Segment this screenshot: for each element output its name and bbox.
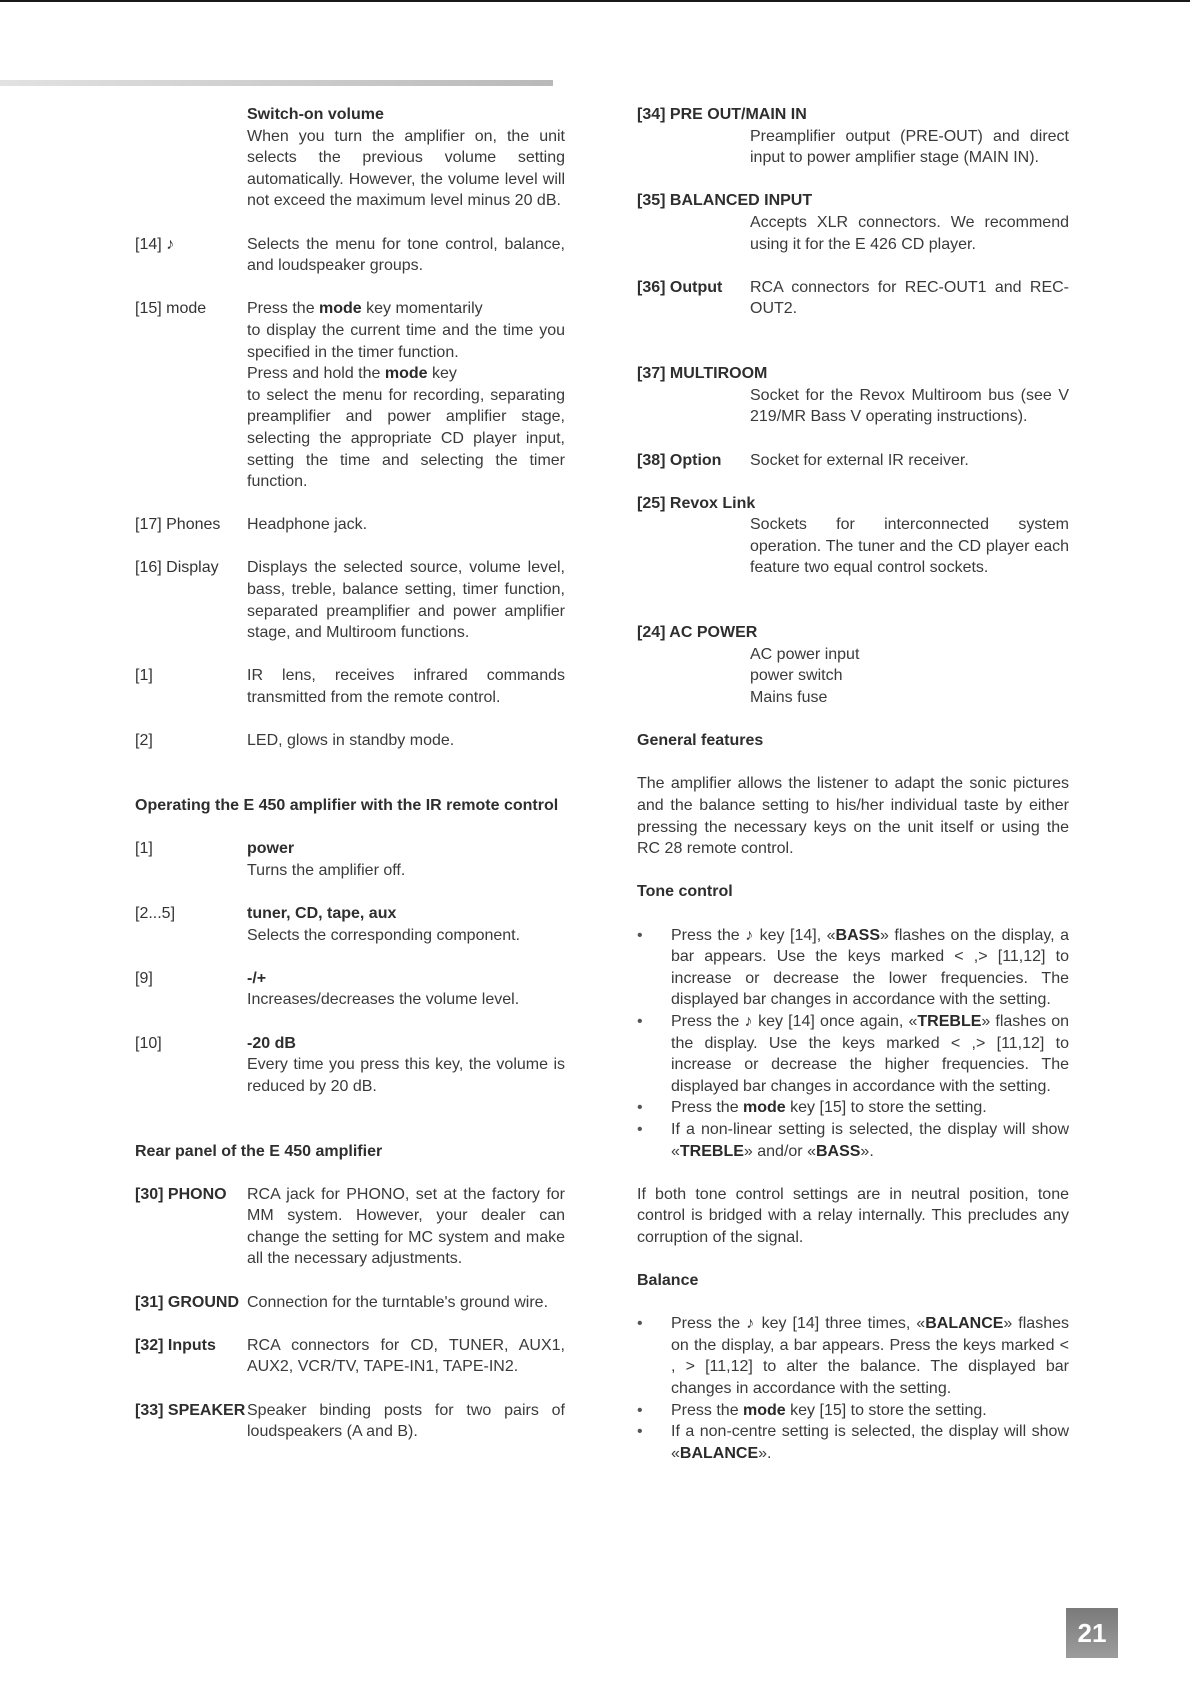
rear-entry-37-desc: Socket for the Revox Multiroom bus (see V 219/MR Bass V operating instructions). [750, 386, 1069, 426]
entry-15-line4: to select the menu for recording, separating preamplifier and power amplifier stage, selecting the appropriate CD player input, setting the time and selecting the timer function. [247, 386, 565, 491]
tone-control-heading: Tone control [637, 883, 733, 901]
entry-1 [135, 665, 565, 708]
rear-entry-24-line2: power switch [750, 667, 843, 685]
entry-2 [135, 730, 565, 752]
rear-entry-34-desc: Preamplifier output (PRE-OUT) and direct input to power amplifier stage (MAIN IN). [750, 127, 1069, 167]
rear-entry-33-label: [33] SPEAKER [135, 1401, 246, 1419]
remote-entry-9-title: -/+ [247, 969, 267, 987]
balance-list [637, 1313, 1069, 1464]
rear-entry-30 [135, 1184, 565, 1270]
rear-entry-35-label: [35] BALANCED INPUT [637, 192, 813, 210]
entry-16-label: [16] Display [135, 559, 219, 577]
entry-16-desc: Displays the selected source, volume level, bass, treble, balance setting, timer function, separated preamplifier and power amplifier stage, and Multiroom functions. [247, 559, 565, 642]
general-features-text: The amplifier allows the listener to adapt the sonic pictures and the balance setting to his/her individual taste by either pressing the necessary keys on the unit itself or using the RC 28 remote control. [637, 775, 1069, 858]
remote-entry-10-desc: Every time you press this key, the volume is reduced by 20 dB. [247, 1056, 565, 1095]
rear-entry-37-label: [37] MULTIROOM [637, 365, 768, 383]
list-item: • Press the mode key [15] to store the setting. [637, 1097, 1069, 1119]
rear-entry-33 [135, 1400, 565, 1443]
rear-entry-31-label: [31] GROUND [135, 1293, 240, 1311]
remote-entry-1-label: [1] [135, 840, 153, 858]
rear-entry-38 [637, 450, 1069, 472]
remote-entry-2-5 [135, 903, 565, 946]
list-item: • If a non-linear setting is selected, the display will show «TREBLE» and/or «BASS». [637, 1119, 1069, 1162]
rear-entry-33-desc: Speaker binding posts for two pairs of loudspeakers (A and B). [247, 1401, 565, 1441]
entry-14-label: [14] [135, 235, 162, 253]
mode-key: mode [384, 365, 428, 383]
header-rule [0, 80, 553, 86]
entry-15-line3: Press and hold the mode key [247, 365, 457, 383]
rear-entry-24-label: [24] AC POWER [637, 624, 758, 642]
rear-entry-38-desc: Socket for external IR receiver. [750, 451, 969, 469]
rear-entry-30-desc: RCA jack for PHONO, set at the factory for MM system. However, your dealer can change the setting for MC system and make all the necessary adjustments. [247, 1185, 565, 1268]
entry-15-line2: to display the current time and the time you specified in the timer function. [247, 321, 565, 361]
entry-14 [135, 234, 565, 277]
entry-2-desc: LED, glows in standby mode. [247, 732, 455, 750]
page-number: 21 [1066, 1608, 1118, 1658]
rear-entry-32-desc: RCA connectors for CD, TUNER, AUX1, AUX2, VCR/TV, TAPE-IN1, TAPE-IN2. [247, 1336, 565, 1376]
top-edge-line [0, 0, 1190, 2]
list-item: • Press the mode key [15] to store the setting. [637, 1400, 1069, 1422]
list-item: • If a non-centre setting is selected, the display will show «BALANCE». [637, 1421, 1069, 1464]
remote-entry-2-5-title: tuner, CD, tape, aux [247, 904, 397, 922]
left-column [135, 104, 565, 1443]
note-icon: ♪ [746, 1315, 756, 1333]
list-item: • Press the ♪ key [14], «BASS» flashes on the display, a bar appears. Use the keys marked < ,> [11,12] to increase or decrease the lower frequencies. The displayed bar changes in accordance with the setting. [637, 925, 1069, 1011]
entry-15 [135, 298, 565, 492]
rear-entry-34-label: [34] PRE OUT/MAIN IN [637, 106, 807, 123]
list-item: • Press the ♪ key [14] three times, «BALANCE» flashes on the display, a bar appears. Press the keys marked < , > [11,12] to alter the balance. The displayed bar changes in accordance with the setting. [637, 1313, 1069, 1399]
remote-entry-9-desc: Increases/decreases the volume level. [247, 991, 520, 1009]
list-item: • Press the ♪ key [14] once again, «TREBLE» flashes on the display. Use the keys marked < ,> [11,12] to increase or decrease the higher frequencies. The displayed bar changes in accordance with the setting. [637, 1011, 1069, 1097]
rear-entry-25-desc: Sockets for interconnected system operation. The tuner and the CD player each feature two equal control sockets. [750, 516, 1069, 577]
remote-entry-2-5-desc: Selects the corresponding component. [247, 926, 521, 944]
remote-entry-10 [135, 1033, 565, 1098]
entry-15-line1: Press the mode key momentarily [247, 300, 483, 318]
rear-entry-32 [135, 1335, 565, 1378]
rear-entry-24-line1: AC power input [750, 645, 860, 663]
remote-entry-1 [135, 838, 565, 881]
entry-17-desc: Headphone jack. [247, 516, 368, 534]
entry-1-desc: IR lens, receives infrared commands transmitted from the remote control. [247, 667, 565, 707]
remote-entry-1-desc: Turns the amplifier off. [247, 861, 406, 879]
entry-1-label: [1] [135, 667, 153, 685]
note-icon: ♪ [745, 926, 755, 944]
rear-entry-35-desc: Accepts XLR connectors. We recommend using it for the E 426 CD player. [750, 213, 1069, 253]
entry-17 [135, 514, 565, 536]
rear-entry-25-label: [25] Revox Link [637, 494, 756, 512]
remote-entry-2-5-label: [2...5] [135, 904, 176, 922]
remote-entry-9 [135, 968, 565, 1011]
remote-entry-9-label: [9] [135, 969, 153, 987]
remote-entry-10-label: [10] [135, 1034, 162, 1052]
rear-panel-heading: Rear panel of the E 450 amplifier [135, 1142, 383, 1160]
tone-control-note: If both tone control settings are in neutral position, tone control is bridged with a relay internally. This precludes any corruption of the signal. [637, 1185, 1069, 1246]
right-column [637, 104, 1069, 1464]
rear-entry-36-label: [36] Output [637, 278, 723, 296]
note-icon: ♪ [166, 235, 175, 253]
rear-entry-36-desc: RCA connectors for REC-OUT1 and REC-OUT2. [750, 278, 1069, 318]
entry-16 [135, 557, 565, 643]
entry-15-label: [15] mode [135, 300, 207, 318]
remote-entry-10-title: -20 dB [247, 1034, 296, 1052]
balance-heading: Balance [637, 1272, 699, 1290]
remote-entry-1-title: power [247, 840, 295, 858]
rear-entry-38-label: [38] Option [637, 451, 722, 469]
entry-2-label: [2] [135, 732, 153, 750]
rear-entry-31 [135, 1292, 565, 1314]
tone-control-list [637, 925, 1069, 1163]
entry-17-label: [17] Phones [135, 516, 221, 534]
rear-entry-32-label: [32] Inputs [135, 1336, 216, 1354]
note-icon: ♪ [744, 1012, 754, 1030]
rear-entry-24-line3: Mains fuse [750, 689, 828, 707]
switch-on-title: Switch-on volume [247, 106, 384, 123]
general-features-heading: General features [637, 732, 764, 750]
rear-entry-30-label: [30] PHONO [135, 1185, 227, 1203]
rear-entry-31-desc: Connection for the turntable's ground wire. [247, 1293, 549, 1311]
mode-key: mode [319, 300, 362, 318]
entry-14-desc: Selects the menu for tone control, balance, and loudspeaker groups. [247, 235, 565, 275]
rear-entry-36 [637, 277, 1069, 320]
switch-on-text: When you turn the amplifier on, the unit selects the previous volume setting automatically. However, the volume level will not exceed the maximum level minus 20 dB. [247, 127, 565, 210]
remote-heading: Operating the E 450 amplifier with the IR remote control [135, 797, 559, 814]
